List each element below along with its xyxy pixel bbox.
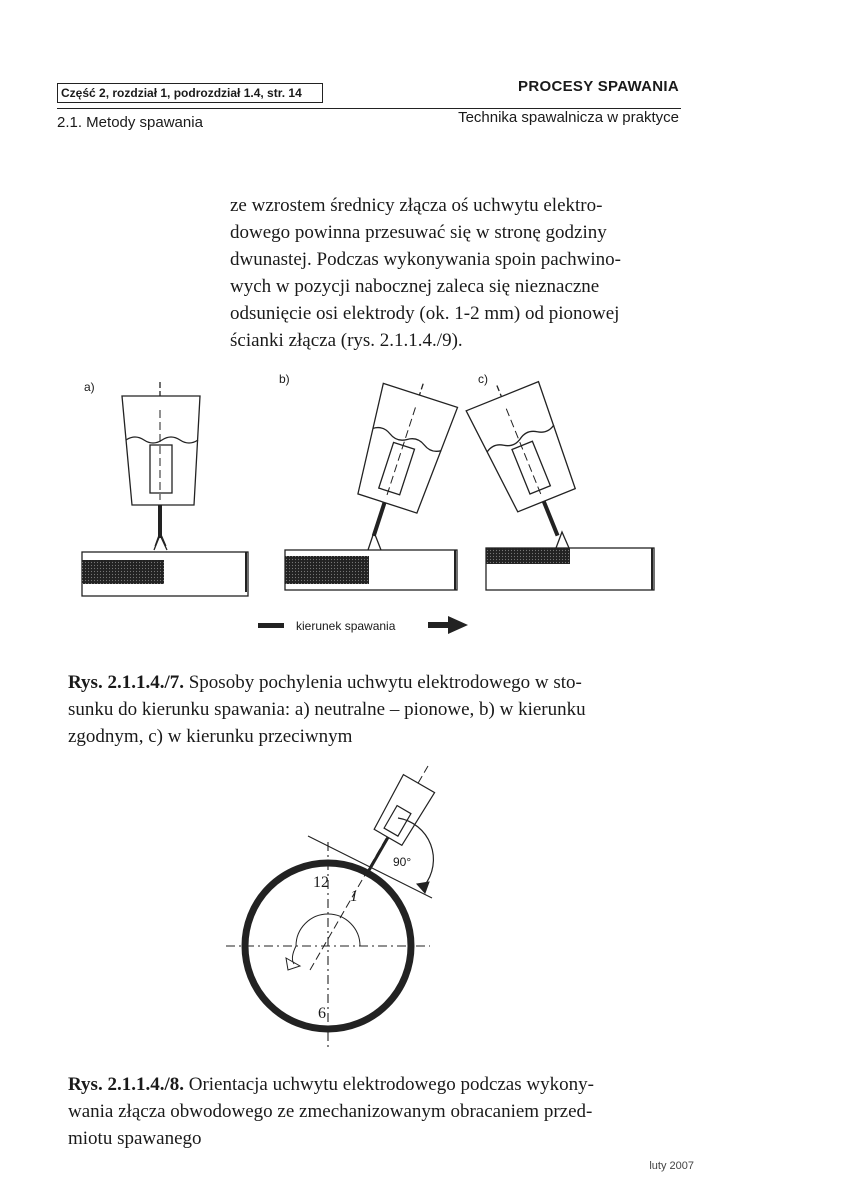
figure-label-c: c): [478, 372, 488, 386]
caption-line: wania złącza obwodowego ze zmechanizowanym obracaniem przed-: [68, 1101, 593, 1122]
torch-forward-diagram: [285, 372, 461, 590]
clock-label-12: 12: [313, 874, 329, 891]
figure2-caption: [68, 1071, 686, 1152]
chapter-reference: Część 2, rozdział 1, podrozdział 1.4, str. 14: [57, 83, 323, 103]
paragraph-line: ze wzrostem średnicy złącza oś uchwytu elektro-: [230, 195, 603, 216]
caption-number: Rys. 2.1.1.4./8.: [68, 1074, 184, 1095]
paragraph-line: ścianki złącza (rys. 2.1.1.4./9).: [230, 330, 463, 351]
paragraph-line: odsunięcie osi elektrody (ok. 1-2 mm) od pionowej: [230, 303, 620, 324]
figure1-caption: [68, 669, 686, 750]
figure-label-b: b): [279, 372, 290, 386]
header-title: PROCESY SPAWANIA: [518, 78, 679, 95]
caption-line: zgodnym, c) w kierunku przeciwnym: [68, 726, 353, 747]
caption-line: sunku do kierunku spawania: a) neutralne – pionowe, b) w kierunku: [68, 699, 586, 720]
paragraph-line: wych w pozycji nabocznej zaleca się nieznaczne: [230, 276, 600, 297]
circumferential-joint-diagram: [226, 766, 435, 1048]
caption-line: Orientacja uchwytu elektrodowego podczas wykony-: [188, 1074, 594, 1095]
legend-label: kierunek spawania: [296, 619, 396, 633]
caption-line: miotu spawanego: [68, 1128, 202, 1149]
header-subtitle: Technika spawalnicza w praktyce: [458, 109, 679, 126]
figure-label-a: a): [84, 380, 95, 394]
paragraph-line: dowego powinna przesuwać się w stronę godziny: [230, 222, 607, 243]
direction-arrow-icon: [428, 616, 468, 634]
clock-label-1: 1: [350, 888, 358, 905]
legend-bar-icon: [258, 623, 284, 628]
caption-number: Rys. 2.1.1.4./7.: [68, 672, 184, 693]
torch-neutral-diagram: [82, 382, 248, 596]
section-title: 2.1. Metody spawania: [57, 114, 203, 131]
torch-backward-diagram: [462, 370, 654, 590]
paragraph-line: dwunastej. Podczas wykonywania spoin pachwino-: [230, 249, 622, 270]
page-footer-date: luty 2007: [649, 1160, 694, 1172]
clock-label-6: 6: [318, 1005, 326, 1022]
angle-label: 90°: [393, 855, 412, 869]
caption-line: Sposoby pochylenia uchwytu elektrodowego w sto-: [188, 672, 582, 693]
